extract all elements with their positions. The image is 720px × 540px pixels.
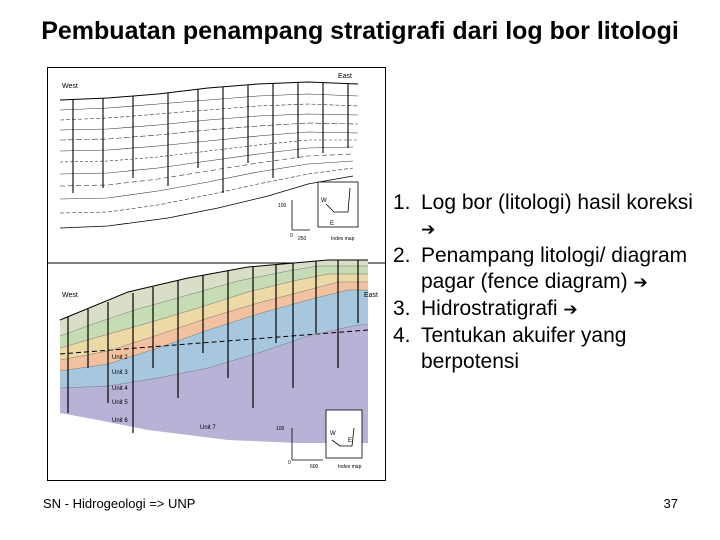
step-list (393, 190, 693, 375)
top-scale-horizontal: 250 (298, 236, 307, 242)
bottom-east-label: East (364, 292, 379, 299)
top-map-w: W (321, 198, 327, 204)
top-ground-surface (60, 82, 358, 100)
step-item-4 (393, 323, 693, 375)
step-item-1 (393, 190, 693, 243)
bottom-index-map (326, 410, 362, 470)
lithology-layer-lines (60, 94, 358, 213)
bottom-map-e: E (348, 438, 353, 444)
step-number: 3. (393, 297, 411, 320)
top-section-base (60, 176, 353, 228)
unit2-label: Unit 2 (112, 355, 128, 361)
top-east-label: East (338, 73, 353, 80)
top-boreholes (73, 82, 348, 193)
bottom-scale-vertical: 100 (276, 426, 285, 432)
lithologic-section-panel (60, 73, 358, 242)
top-scale-zero: 0 (290, 233, 293, 239)
arrow-right-icon: ➔ (421, 220, 436, 240)
arrow-right-icon: ➔ (563, 300, 578, 320)
unit5-label: Unit 5 (112, 400, 128, 406)
bottom-scale-horizontal: 600 (310, 464, 319, 470)
bottom-scale-zero: 0 (288, 460, 291, 466)
bottom-west-label: West (62, 292, 78, 299)
page-number: 37 (663, 496, 678, 511)
stratigraphic-cross-section-figure (47, 67, 386, 481)
arrow-right-icon: ➔ (633, 273, 648, 293)
step-number: 2. (393, 244, 411, 267)
unit3-label: Unit 3 (112, 370, 128, 376)
step-number: 4. (393, 324, 411, 347)
slide-title: Pembuatan penampang stratigrafi dari log bor litologi (41, 17, 679, 45)
top-scale-vertical: 100 (278, 203, 287, 209)
step-number: 1. (393, 191, 411, 214)
hydrostratigraphic-section-panel (60, 260, 378, 470)
footer-text: SN - Hidrogeologi => UNP (43, 496, 196, 511)
top-index-label: Index map (331, 236, 355, 242)
top-index-map (318, 182, 358, 242)
top-scale-bar (278, 200, 310, 242)
bottom-map-w: W (330, 431, 336, 437)
step-text: Hidrostratigrafi (421, 297, 558, 320)
top-west-label: West (62, 83, 78, 90)
step-item-3 (393, 296, 693, 323)
cross-section-svg (48, 68, 385, 480)
unit7-label: Unit 7 (200, 425, 216, 431)
bottom-index-label: Index map (338, 464, 362, 470)
top-map-e: E (330, 221, 335, 227)
step-text: Penampang litologi/ diagram pagar (fence diagram) (421, 244, 688, 293)
step-text: Tentukan akuifer yang berpotensi (421, 324, 627, 373)
step-item-2 (393, 243, 693, 296)
step-text: Log bor (litologi) hasil koreksi (421, 191, 693, 214)
unit6-label: Unit 6 (112, 418, 128, 424)
unit4-label: Unit 4 (112, 386, 128, 392)
